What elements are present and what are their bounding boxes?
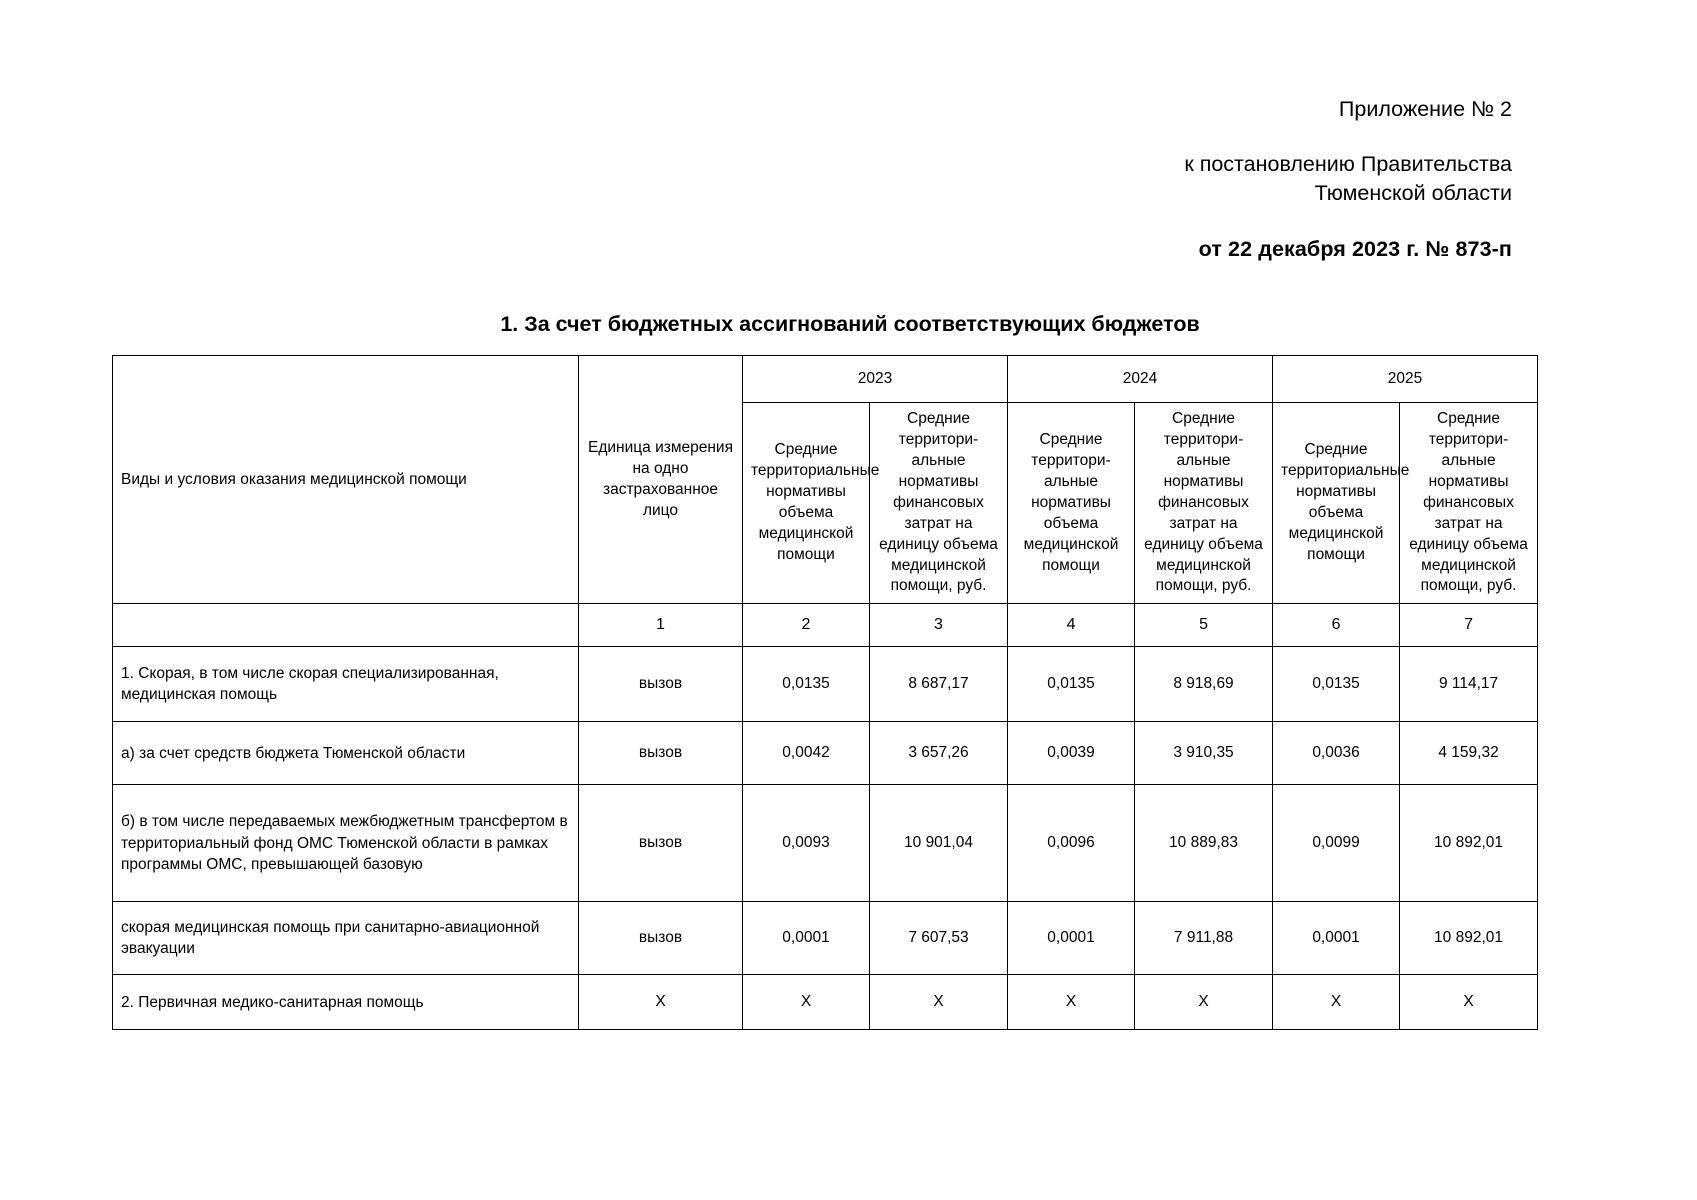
row-value: 0,0001: [1008, 902, 1135, 975]
column-number-blank: [113, 604, 579, 647]
appendix-label: Приложение № 2: [1338, 97, 1512, 121]
row-unit: X: [579, 975, 743, 1030]
row-value: X: [1400, 975, 1538, 1030]
row-value: X: [1008, 975, 1135, 1030]
header-cell-name: Виды и условия оказания медицинской помощи: [113, 356, 579, 604]
row-unit: вызов: [579, 722, 743, 785]
header-cell-finance-2024: Средние территори-альные нормативы финансовых затрат на единицу объема медицинской помощи, руб.: [1135, 403, 1273, 604]
row-value: 10 889,83: [1135, 785, 1273, 902]
column-number-2: 2: [743, 604, 870, 647]
row-value: 10 892,01: [1400, 902, 1538, 975]
column-number-1: 1: [579, 604, 743, 647]
row-unit: вызов: [579, 785, 743, 902]
row-value: 7 607,53: [870, 902, 1008, 975]
row-value: 0,0042: [743, 722, 870, 785]
row-label: б) в том числе передаваемых межбюджетным трансфертом в территориальный фонд ОМС Тюменской области в рамках программы ОМС, превышающей базовую: [113, 785, 579, 902]
row-label: 2. Первичная медико-санитарная помощь: [113, 975, 579, 1030]
column-number-5: 5: [1135, 604, 1273, 647]
row-value: X: [1135, 975, 1273, 1030]
header-cell-volume-2023: Средние территориальные нормативы объема медицинской помощи: [743, 403, 870, 604]
row-value: 0,0001: [743, 902, 870, 975]
row-label: а) за счет средств бюджета Тюменской области: [113, 722, 579, 785]
row-label: 1. Скорая, в том числе скорая специализированная, медицинская помощь: [113, 647, 579, 722]
table-header-row: [113, 356, 1538, 403]
column-number-4: 4: [1008, 604, 1135, 647]
row-unit: вызов: [579, 647, 743, 722]
row-value: 9 114,17: [1400, 647, 1538, 722]
row-unit: вызов: [579, 902, 743, 975]
row-value: 8 687,17: [870, 647, 1008, 722]
header-cell-finance-2025: Средние территори-альные нормативы финансовых затрат на единицу объема медицинской помощи, руб.: [1400, 403, 1538, 604]
column-number-3: 3: [870, 604, 1008, 647]
row-value: 0,0039: [1008, 722, 1135, 785]
row-value: 10 901,04: [870, 785, 1008, 902]
header-cell-volume-2025: Средние территориальные нормативы объема медицинской помощи: [1273, 403, 1400, 604]
row-value: 10 892,01: [1400, 785, 1538, 902]
row-value: X: [743, 975, 870, 1030]
header-cell-year-2023: 2023: [743, 356, 1008, 403]
header-cell-year-2024: 2024: [1008, 356, 1273, 403]
row-value: X: [1273, 975, 1400, 1030]
header-cell-year-2025: 2025: [1273, 356, 1538, 403]
row-value: 0,0093: [743, 785, 870, 902]
table-row: [113, 722, 1538, 785]
row-value: 8 918,69: [1135, 647, 1273, 722]
table-row: [113, 975, 1538, 1030]
table-row: [113, 785, 1538, 902]
row-value: 0,0135: [1273, 647, 1400, 722]
row-value: 0,0099: [1273, 785, 1400, 902]
page-title: 1. За счет бюджетных ассигнований соответствующих бюджетов: [500, 312, 1200, 337]
table-row: [113, 902, 1538, 975]
row-value: 3 910,35: [1135, 722, 1273, 785]
row-value: 4 159,32: [1400, 722, 1538, 785]
decree-date: от 22 декабря 2023 г. № 873-п: [1198, 237, 1512, 262]
row-value: 0,0135: [1008, 647, 1135, 722]
government-line: к постановлению Правительства: [1184, 152, 1512, 177]
row-value: 0,0001: [1273, 902, 1400, 975]
row-value: X: [870, 975, 1008, 1030]
header-cell-finance-2023: Средние территори-альные нормативы финансовых затрат на единицу объема медицинской помощи, руб.: [870, 403, 1008, 604]
norms-table: [112, 355, 1538, 1030]
row-value: 0,0096: [1008, 785, 1135, 902]
row-value: 0,0036: [1273, 722, 1400, 785]
header-cell-volume-2024: Средние территори-альные нормативы объема медицинской помощи: [1008, 403, 1135, 604]
column-number-6: 6: [1273, 604, 1400, 647]
column-number-7: 7: [1400, 604, 1538, 647]
region-line: Тюменской области: [1314, 181, 1512, 206]
row-value: 7 911,88: [1135, 902, 1273, 975]
row-value: 3 657,26: [870, 722, 1008, 785]
document-header: [118, 95, 1512, 264]
column-number-row: [113, 604, 1538, 647]
row-value: 0,0135: [743, 647, 870, 722]
header-cell-unit: Единица измерения на одно застрахованное лицо: [579, 356, 743, 604]
table-row: [113, 647, 1538, 722]
row-label: скорая медицинская помощь при санитарно-авиационной эвакуации: [113, 902, 579, 975]
